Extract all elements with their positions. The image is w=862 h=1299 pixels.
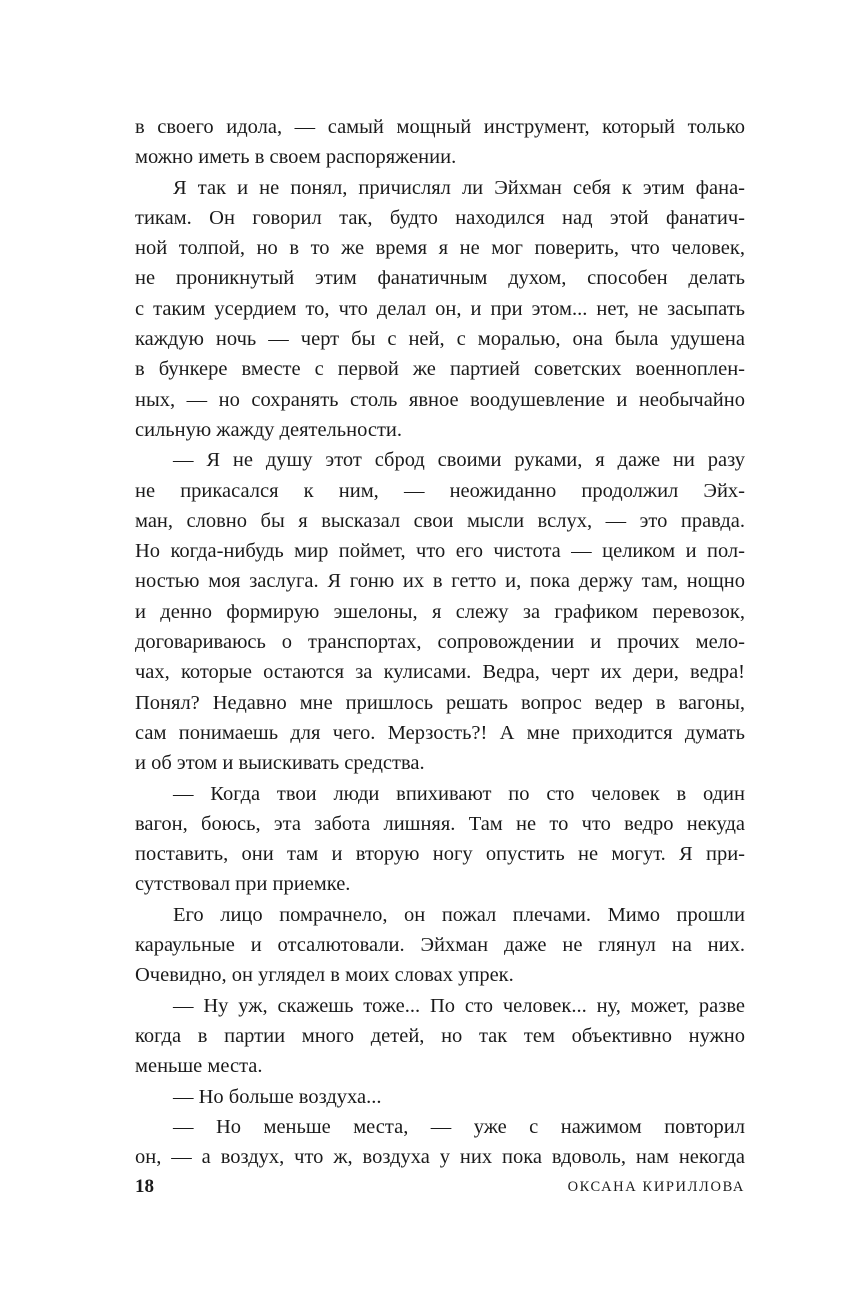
text-line: и об этом и выискивать средства. [135, 752, 425, 775]
text-line: когда в партии много детей, но так тем объективно нужно [135, 1024, 745, 1047]
body-text [135, 112, 745, 1172]
text-line: тикам. Он говорил так, будто находился над этой фанатич- [135, 206, 745, 229]
text-line: сильную жажду деятельности. [135, 418, 403, 441]
text-line: чах, которые остаются за кулисами. Ведра, черт их дери, ведра! [135, 661, 745, 684]
text-line: не проникнутый этим фанатичным духом, способен делать [135, 267, 745, 290]
text-line: можно иметь в своем распоряжении. [135, 146, 457, 169]
page-number: 18 [135, 1176, 154, 1197]
text-line: в своего идола, — самый мощный инструмент, который только [135, 116, 745, 138]
text-line: — Ну уж, скажешь тоже... По сто человек... ну, может, разве [173, 994, 745, 1017]
text-line: — Я не душу этот сброд своими руками, я даже ни разу [173, 449, 745, 472]
page-footer [135, 1176, 745, 1200]
text-line: меньше места. [135, 1055, 263, 1078]
text-line: поставить, они там и вторую ногу опустить не могут. Я при- [135, 843, 745, 866]
text-line: он, — а воздух, что ж, воздуха у них пока вдоволь, нам некогда [135, 1146, 745, 1169]
text-line: караульные и отсалютовали. Эйхман даже не глянул на них. [135, 934, 745, 957]
text-line: ностью моя заслуга. Я гоню их в гетто и, пока держу там, нощно [135, 570, 745, 593]
running-head-author: ОКСАНА КИРИЛЛОВА [567, 1179, 745, 1195]
text-line: Понял? Недавно мне пришлось решать вопрос ведер в вагоны, [135, 691, 745, 714]
text-line: с таким усердием то, что делал он, и при этом... нет, не засыпать [135, 297, 745, 320]
text-line: — Но больше воздуха... [173, 1085, 382, 1108]
text-line: Его лицо помрачнело, он пожал плечами. Мимо прошли [173, 903, 745, 926]
text-line: Я так и не понял, причислял ли Эйхман себя к этим фана- [173, 176, 745, 199]
text-line: в бункере вместе с первой же партией советских военноплен- [135, 358, 745, 381]
text-line: вагон, боюсь, эта забота лишняя. Там не то что ведро некуда [135, 812, 745, 835]
text-line: не прикасался к ним, — неожиданно продолжил Эйх- [135, 479, 745, 502]
text-line: ман, словно бы я высказал свои мысли вслух, — это правда. [135, 509, 745, 532]
text-line: сам понимаешь для чего. Мерзость?! А мне приходится думать [135, 721, 745, 744]
text-line: Но когда-нибудь мир поймет, что его чистота — целиком и пол- [135, 540, 745, 563]
text-line: ной толпой, но в то же время я не мог поверить, что человек, [135, 237, 745, 260]
text-line: и денно формирую эшелоны, я слежу за графиком перевозок, [135, 600, 745, 623]
text-line: — Когда твои люди впихивают по сто человек в один [173, 782, 745, 805]
text-line: Очевидно, он углядел в моих словах упрек. [135, 964, 514, 987]
text-line: каждую ночь — черт бы с ней, с моралью, она была удушена [135, 328, 745, 351]
text-line: сутствовал при приемке. [135, 873, 351, 896]
text-line: ных, — но сохранять столь явное воодушевление и необычайно [135, 388, 745, 411]
text-line: договариваюсь о транспортах, сопровождении и прочих мело- [135, 631, 745, 654]
text-line: — Но меньше места, — уже с нажимом повторил [173, 1115, 745, 1138]
